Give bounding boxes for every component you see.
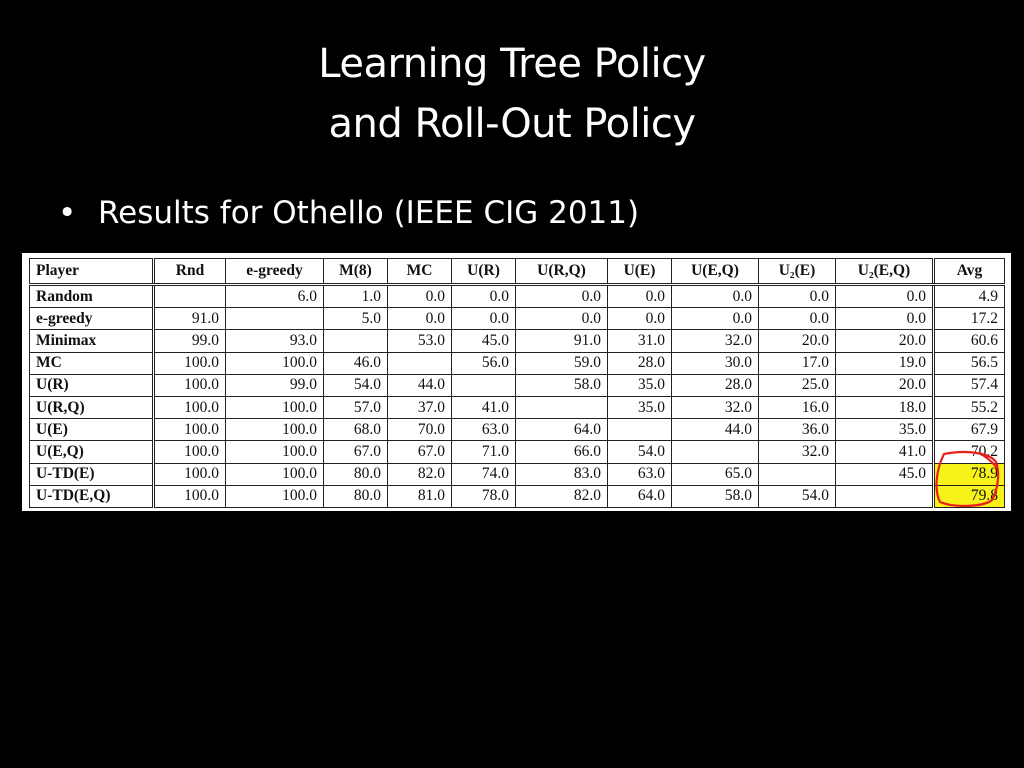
score-cell: 0.0 — [388, 308, 452, 330]
score-cell: 41.0 — [836, 441, 934, 463]
score-cell: 67.0 — [388, 441, 452, 463]
score-cell: 32.0 — [672, 330, 759, 352]
score-cell: 32.0 — [759, 441, 836, 463]
score-cell: 0.0 — [759, 285, 836, 308]
score-cell: 100.0 — [226, 463, 324, 485]
avg-cell: 79.8 — [934, 485, 1005, 507]
avg-cell: 57.4 — [934, 374, 1005, 396]
score-cell: 58.0 — [516, 374, 608, 396]
score-cell: 82.0 — [516, 485, 608, 507]
score-cell: 67.0 — [324, 441, 388, 463]
table-row — [30, 352, 1005, 374]
score-cell: 68.0 — [324, 419, 388, 441]
score-cell: 82.0 — [388, 463, 452, 485]
score-cell: 59.0 — [516, 352, 608, 374]
score-cell: 44.0 — [672, 419, 759, 441]
score-cell: 0.0 — [759, 308, 836, 330]
score-cell: 6.0 — [226, 285, 324, 308]
player-cell: U-TD(E,Q) — [30, 485, 154, 507]
table-row — [30, 485, 1005, 507]
score-cell: 100.0 — [154, 463, 226, 485]
score-cell: 83.0 — [516, 463, 608, 485]
score-cell — [608, 419, 672, 441]
score-cell: 100.0 — [154, 441, 226, 463]
player-cell: U(E,Q) — [30, 441, 154, 463]
score-cell: 46.0 — [324, 352, 388, 374]
score-cell: 25.0 — [759, 374, 836, 396]
table-row — [30, 441, 1005, 463]
score-cell: 0.0 — [836, 285, 934, 308]
score-cell: 35.0 — [608, 374, 672, 396]
score-cell: 70.0 — [388, 419, 452, 441]
score-cell: 0.0 — [836, 308, 934, 330]
table-row — [30, 374, 1005, 396]
score-cell: 91.0 — [516, 330, 608, 352]
score-cell: 100.0 — [154, 485, 226, 507]
player-cell: U(R,Q) — [30, 396, 154, 418]
score-cell — [154, 285, 226, 308]
avg-cell: 60.6 — [934, 330, 1005, 352]
score-cell: 28.0 — [608, 352, 672, 374]
slide-title — [0, 34, 1024, 154]
score-cell: 74.0 — [452, 463, 516, 485]
score-cell: 20.0 — [836, 330, 934, 352]
score-cell: 65.0 — [672, 463, 759, 485]
avg-cell: 67.9 — [934, 419, 1005, 441]
score-cell: 81.0 — [388, 485, 452, 507]
score-cell: 63.0 — [452, 419, 516, 441]
score-cell: 100.0 — [154, 396, 226, 418]
table-row — [30, 285, 1005, 308]
score-cell: 0.0 — [452, 285, 516, 308]
score-cell: 16.0 — [759, 396, 836, 418]
score-cell: 63.0 — [608, 463, 672, 485]
column-header-ueq: U(E,Q) — [672, 259, 759, 285]
score-cell: 20.0 — [836, 374, 934, 396]
player-cell: U-TD(E) — [30, 463, 154, 485]
score-cell: 18.0 — [836, 396, 934, 418]
score-cell: 37.0 — [388, 396, 452, 418]
score-cell: 56.0 — [452, 352, 516, 374]
score-cell: 0.0 — [388, 285, 452, 308]
score-cell — [452, 374, 516, 396]
title-line-1: Learning Tree Policy — [318, 41, 706, 87]
score-cell: 100.0 — [226, 441, 324, 463]
score-cell: 100.0 — [226, 352, 324, 374]
bullet-text: Results for Othello (IEEE CIG 2011) — [98, 195, 640, 231]
score-cell: 35.0 — [836, 419, 934, 441]
score-cell: 5.0 — [324, 308, 388, 330]
table-row — [30, 396, 1005, 418]
player-cell: MC — [30, 352, 154, 374]
score-cell — [836, 485, 934, 507]
score-cell: 0.0 — [516, 308, 608, 330]
avg-cell: 78.9 — [934, 463, 1005, 485]
score-cell: 0.0 — [608, 308, 672, 330]
score-cell: 45.0 — [452, 330, 516, 352]
score-cell: 64.0 — [516, 419, 608, 441]
avg-cell: 4.9 — [934, 285, 1005, 308]
score-cell: 0.0 — [452, 308, 516, 330]
avg-cell: 55.2 — [934, 396, 1005, 418]
score-cell: 58.0 — [672, 485, 759, 507]
score-cell: 80.0 — [324, 463, 388, 485]
player-cell: U(E) — [30, 419, 154, 441]
score-cell: 54.0 — [759, 485, 836, 507]
score-cell: 71.0 — [452, 441, 516, 463]
score-cell — [672, 441, 759, 463]
score-cell: 64.0 — [608, 485, 672, 507]
score-cell — [759, 463, 836, 485]
score-cell: 53.0 — [388, 330, 452, 352]
score-cell: 45.0 — [836, 463, 934, 485]
score-cell: 100.0 — [226, 396, 324, 418]
score-cell: 32.0 — [672, 396, 759, 418]
table-row — [30, 463, 1005, 485]
score-cell — [226, 308, 324, 330]
column-header-u2e: U₂(E) — [759, 259, 836, 285]
avg-cell: 70.2 — [934, 441, 1005, 463]
table-row — [30, 330, 1005, 352]
score-cell: 0.0 — [672, 308, 759, 330]
column-header-ur: U(R) — [452, 259, 516, 285]
score-cell: 99.0 — [154, 330, 226, 352]
score-cell: 66.0 — [516, 441, 608, 463]
score-cell: 20.0 — [759, 330, 836, 352]
score-cell: 54.0 — [324, 374, 388, 396]
bullet-icon: • — [58, 195, 77, 231]
score-cell: 35.0 — [608, 396, 672, 418]
score-cell: 100.0 — [226, 485, 324, 507]
score-cell: 93.0 — [226, 330, 324, 352]
score-cell: 100.0 — [154, 374, 226, 396]
score-cell — [516, 396, 608, 418]
column-header-avg: Avg — [934, 259, 1005, 285]
player-cell: U(R) — [30, 374, 154, 396]
bullet-item — [58, 188, 639, 238]
score-cell: 30.0 — [672, 352, 759, 374]
table-header-row — [30, 259, 1005, 285]
score-cell: 31.0 — [608, 330, 672, 352]
column-header-rnd: Rnd — [154, 259, 226, 285]
title-line-2: and Roll-Out Policy — [328, 101, 696, 147]
score-cell: 100.0 — [154, 352, 226, 374]
column-header-urq: U(R,Q) — [516, 259, 608, 285]
score-cell — [324, 330, 388, 352]
table-body — [30, 285, 1005, 508]
score-cell: 1.0 — [324, 285, 388, 308]
results-table-image — [22, 253, 1011, 511]
column-header-e-greedy: e-greedy — [226, 259, 324, 285]
table-row — [30, 308, 1005, 330]
score-cell: 91.0 — [154, 308, 226, 330]
column-header-player: Player — [30, 259, 154, 285]
results-table — [29, 258, 1005, 508]
score-cell: 99.0 — [226, 374, 324, 396]
avg-cell: 17.2 — [934, 308, 1005, 330]
score-cell: 100.0 — [226, 419, 324, 441]
score-cell: 0.0 — [672, 285, 759, 308]
score-cell: 0.0 — [608, 285, 672, 308]
score-cell: 41.0 — [452, 396, 516, 418]
score-cell: 44.0 — [388, 374, 452, 396]
score-cell: 19.0 — [836, 352, 934, 374]
player-cell: Random — [30, 285, 154, 308]
column-header-u2eq: U₂(E,Q) — [836, 259, 934, 285]
score-cell: 54.0 — [608, 441, 672, 463]
score-cell: 100.0 — [154, 419, 226, 441]
score-cell: 0.0 — [516, 285, 608, 308]
player-cell: e-greedy — [30, 308, 154, 330]
score-cell: 36.0 — [759, 419, 836, 441]
score-cell: 78.0 — [452, 485, 516, 507]
player-cell: Minimax — [30, 330, 154, 352]
column-header-m8: M(8) — [324, 259, 388, 285]
score-cell: 17.0 — [759, 352, 836, 374]
score-cell: 28.0 — [672, 374, 759, 396]
score-cell — [388, 352, 452, 374]
score-cell: 57.0 — [324, 396, 388, 418]
table-row — [30, 419, 1005, 441]
column-header-ue: U(E) — [608, 259, 672, 285]
avg-cell: 56.5 — [934, 352, 1005, 374]
column-header-mc: MC — [388, 259, 452, 285]
score-cell: 80.0 — [324, 485, 388, 507]
